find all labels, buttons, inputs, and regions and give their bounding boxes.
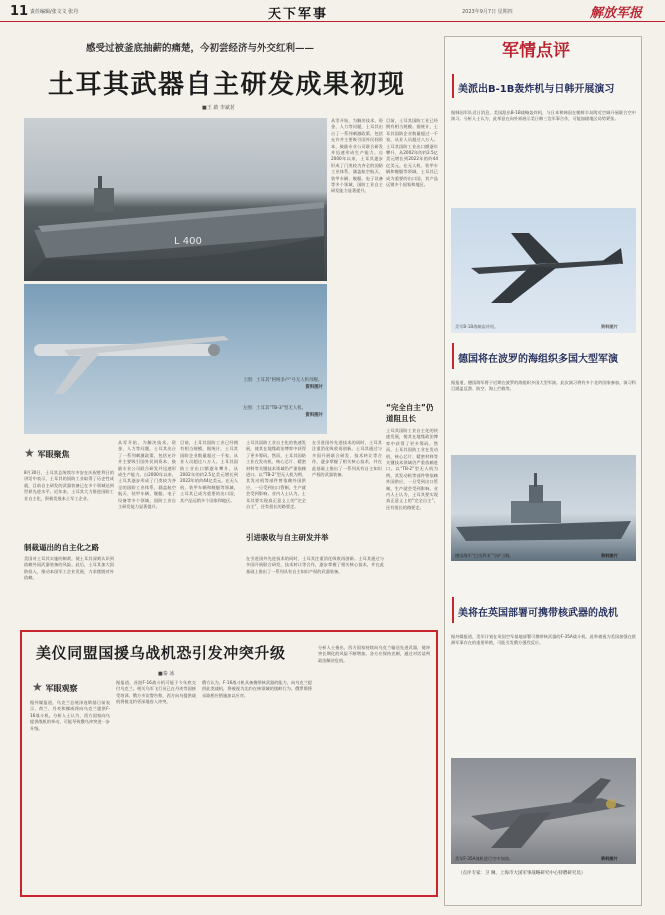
article-column-2: 目前，土耳其国防工业已经拥有相当规模。据统计，土耳其国防企业数量超过一千家，从业人员超过八万人。土耳其国防工业出口额逐年攀升，从2002年的约2.5亿美元增长到2022年的约44亿美元。在无人机、装甲车辆和舰艇等领域，土耳其已成为重要的出口国，其产品远销多个国家和地区。 bbox=[386, 118, 438, 188]
bomber-caption: 美军B-1B战略轰炸机。 bbox=[455, 324, 499, 329]
boxed-article-column-2: 据报道，首批F-16战斗机可能于今年底交付乌克兰。相关乌军飞行员已在丹麦等国接受培训。俄方多次警告称，西方向乌提供战机将使北约更深地卷入冲突。 bbox=[116, 680, 196, 705]
bomber-credit: 资料图片 bbox=[601, 324, 618, 329]
svg-text:L 400: L 400 bbox=[174, 236, 202, 247]
f35-photo bbox=[451, 758, 636, 864]
drone-photo bbox=[24, 284, 327, 434]
aircraft-carrier-photo bbox=[24, 118, 327, 281]
article-column-6: 土耳其国防工业自主化的快速发展，使其在地缘政治博弈中获得了更多筹码。然而，土耳其国防工业在发动机、核心芯片、精密材料等关键技术领域仍严重依赖进口。以“TB-2”型无人机为例，其发动机等部件曾依赖外国供应，一旦受到出口管制，生产就会受到影响。业内人士认为，土耳其要实现真正意义上的“完全自主”，还有很长的路要走。 bbox=[246, 440, 306, 510]
sidebar-item-3-text: 据外媒报道，美军计划在英国空军基地部署可携带核武器的F-35A战斗机。此举被视为美国加强在欧洲军事存在的重要举措，可能引发俄方强烈反应。 bbox=[451, 634, 636, 646]
article-headline: 土耳其武器自主研发成果初现 bbox=[48, 70, 406, 100]
left-section-text-2: 美国对土耳其实施的制裁，使土耳其深刻认识到依赖外国武器装备的风险。此后，土耳其加大国防投入，推动本国军工企业发展，力求摆脱对外依赖。 bbox=[24, 556, 114, 581]
left-section-text: 8月30日，土耳其总统埃尔多安在庆祝胜利日的讲话中表示，土耳其的国防工业取得了历史性成就，目前自主研发的武器装备已在多个领域达到世界先进水平。近年来，土耳其大力推进国防工业自主化，积极发展本土军工企业。 bbox=[24, 470, 114, 501]
section-tag-observe: ★ 军眼观察 bbox=[32, 680, 78, 694]
sidebar-item-2-text: 据报道，德国海军将于近期在波罗的海组织多国大型军演。此次演习将有多个北约国家参加，演习科目涵盖反潜、防空、海上拦截等。 bbox=[451, 380, 636, 392]
title-accent-bar bbox=[452, 597, 454, 623]
subheading-development: 引进吸收与自主研发并举 bbox=[246, 533, 329, 542]
article-column-4: 从零开始，为解决技术、资金、人力等问题，土耳其出台了一系列刺激政策，包括允许并主要吸引国外民间资本，鼓励专业公司联合研发并迅速形成生产能力。自2000年以来，土耳其逐步形成了门类较为齐全的国防工业体系，涵盖航空航天、装甲车辆、舰艇、电子设备等多个领域，国防工业自主研发能力显著提升。 bbox=[118, 440, 176, 510]
article-kicker: 感受过被釜底抽薪的痛楚，今初尝经济与外交红利—— bbox=[86, 43, 315, 54]
boxed-article-column-1: 据外媒报道，乌克兰总统泽连斯基日前表示，荷兰、丹麦和挪威将向乌克兰提供F-16战斗机。分析人士认为，西方国家向乌提供战机的举动，可能导致俄乌冲突进一步升级。 bbox=[30, 700, 110, 731]
issue-date: 2023年9月7日 星期四 bbox=[462, 9, 513, 15]
ship-illustration bbox=[24, 118, 327, 281]
title-accent-bar bbox=[452, 74, 454, 98]
bomber-illustration bbox=[451, 208, 636, 333]
editor-credit: 责任编辑/张文文 张丹 bbox=[30, 9, 79, 15]
boxed-article-byline: ■秦 冰 bbox=[158, 671, 175, 677]
f35-caption: 美军F-35A战机进行空中加油。 bbox=[455, 856, 514, 861]
boxed-article-column-3: 俄方认为，F-16战斗机具备携带核武器的能力，向乌克兰提供此类战机，将被视为北约在核领域的挑衅行为。俄罗斯将采取相应措施加以应对。 bbox=[202, 680, 312, 698]
article-column-1: 从零开始，为解决技术、资金、人力等问题，土耳其出台了一系列刺激政策，包括允许并主要吸引国外民间资本，鼓励专业公司联合研发并迅速形成生产能力。自2000年以来，土耳其逐步形成了门类较为齐全的国防工业体系，涵盖航空航天、装甲车辆、舰艇、电子设备等多个领域，国防工业自主研发能力显著提升。 bbox=[331, 118, 383, 194]
title-accent-bar bbox=[452, 343, 454, 369]
page-header bbox=[0, 0, 665, 22]
boxed-article-headline: 美仪同盟国援乌战机恐引发冲突升级 bbox=[36, 644, 286, 662]
sidebar-footnote: （点评专家：卫 琳，上海市大国军事战略研究中心特聘研究员） bbox=[458, 871, 586, 876]
frigate-illustration bbox=[451, 455, 636, 561]
frigate-photo bbox=[451, 455, 636, 561]
page-number: 11 bbox=[10, 4, 29, 19]
sidebar-title: 军情点评 bbox=[502, 41, 570, 61]
sidebar-item-1-text: 据韩国军队近日消息，美国派出B-1B战略轰炸机，与日本和韩国在朝鲜半岛附近空域开展联合空中演习。分析人士认为，此举意在向外界展示美日韩三边军事合作，可能加剧地区局势紧张。 bbox=[451, 110, 636, 122]
subheading-autonomy: “完全自主”仍道阻且长 bbox=[386, 403, 434, 423]
sidebar-item-1-title: 美派出B-1B轰炸机与日韩开展演习 bbox=[458, 84, 615, 95]
upper-photo-caption: 上图：土耳其“阿纳多卢”号无人机母舰。 资料图片 bbox=[243, 378, 323, 390]
star-icon: ★ bbox=[32, 680, 43, 694]
lower-photo-caption: 左图：土耳其“TB-3”型无人机。 资料图片 bbox=[243, 406, 323, 418]
frigate-credit: 资料图片 bbox=[601, 553, 618, 558]
sidebar-item-2-title: 德国将在波罗的海组织多国大型军演 bbox=[458, 354, 618, 365]
f35-illustration bbox=[451, 758, 636, 864]
article-column-3: 土耳其国防工业自主化的快速发展，使其在地缘政治博弈中获得了更多筹码。然而，土耳其国防工业在发动机、核心芯片、精密材料等关键技术领域仍严重依赖进口。以“TB-2”型无人机为例，其发动机等部件曾依赖外国供应，一旦受到出口管制，生产就会受到影响。业内人士认为，土耳其要实现真正意义上的“完全自主”，还有很长的路要走。 bbox=[386, 428, 438, 510]
sidebar-item-3-title: 美将在英国部署可携带核武器的战机 bbox=[458, 608, 618, 619]
f35-credit: 资料图片 bbox=[601, 856, 618, 861]
left-subheading: 制裁逼出的自主化之路 bbox=[24, 543, 99, 552]
newspaper-logo: 解放军报 bbox=[590, 6, 643, 21]
section-title: 天下军事 bbox=[268, 7, 329, 22]
section-tag-focus: ★ 军眼聚焦 bbox=[24, 446, 70, 460]
article-column-8: 在引进国外先进技术的同时，土耳其注重消化吸收再创新。土耳其通过与多国开展联合研发、技术转让等合作，逐步掌握了相关核心技术，并在此基础上推出了一系列具有自主知识产权的武器装备。 bbox=[312, 440, 382, 478]
article-byline: ■王 啟 李斌茗 bbox=[202, 105, 235, 111]
star-icon: ★ bbox=[24, 446, 35, 460]
article-column-7: 在引进国外先进技术的同时，土耳其注重消化吸收再创新。土耳其通过与多国开展联合研发、技术转让等合作，逐步掌握了相关核心技术，并在此基础上推出了一系列具有自主知识产权的武器装备。 bbox=[246, 556, 384, 574]
bomber-photo bbox=[451, 208, 636, 333]
article-column-5: 目前，土耳其国防工业已经拥有相当规模。据统计，土耳其国防企业数量超过一千家，从业人员超过八万人。土耳其国防工业出口额逐年攀升，从2002年的约2.5亿美元增长到2022年的约44亿美元。在无人机、装甲车辆和舰艇等领域，土耳其已成为重要的出口国，其产品远销多个国家和地区。 bbox=[180, 440, 238, 503]
boxed-article-column-4: 分析人士指出，西方国家持续向乌克兰输送先进武器，使冲突长期化的风险不断增加。各方应保持克制，通过对话谈判政治解决危机。 bbox=[318, 645, 430, 663]
frigate-caption: 德国海军“巴伐利亚”号护卫舰。 bbox=[455, 553, 514, 558]
